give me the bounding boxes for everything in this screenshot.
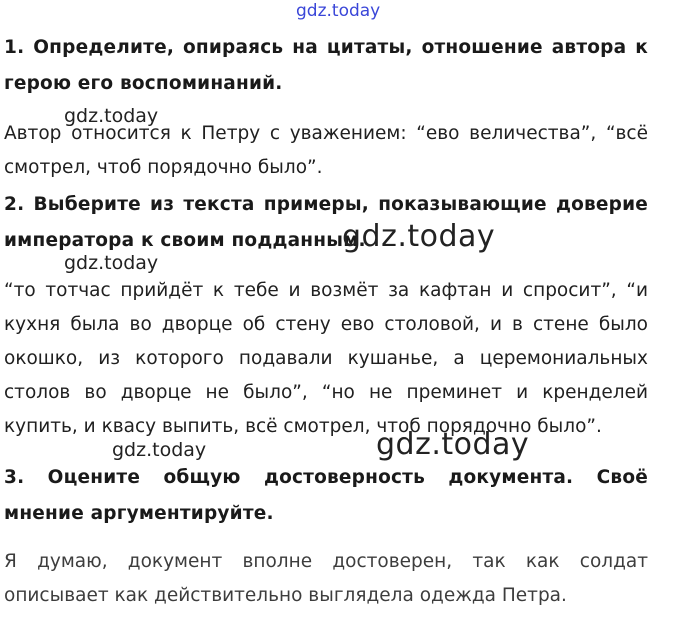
watermark: gdz.today [64,105,159,127]
watermark: gdz.today [376,427,530,462]
watermark-top: gdz.today [296,1,381,21]
question-3: 3. Оцените общую достоверность документа. Своё мнение аргументируйте. [4,467,648,524]
question-1: 1. Определите, опираясь на цитаты, отношение автора к герою его воспоминаний. [4,37,648,94]
answer-1: Автор относится к Петру с уважением: “ево величества”, “всё смотрел, чтоб порядочно было”. [4,123,648,178]
question-2: 2. Выберите из текста примеры, показывающие доверие императора к своим подданным. [4,194,648,251]
answer-2: “то тотчас прийдёт к тебе и возмёт за кафтан и спросит”, “и кухня была во дворце об стену ево столовой, и в стене было окошко, из которого подавали кушанье, а церемониальных столов во дворце не было”, “но не преминет и кренделей купить, и квасу выпить, всё смотрел, чтоб порядочно было”. [4,280,648,437]
watermark: gdz.today [64,252,159,274]
answer-3: Я думаю, документ вполне достоверен, так как солдат описывает как действительно выглядела одежда Петра. [4,551,648,606]
watermark: gdz.today [112,439,207,461]
watermark: gdz.today [342,219,496,254]
